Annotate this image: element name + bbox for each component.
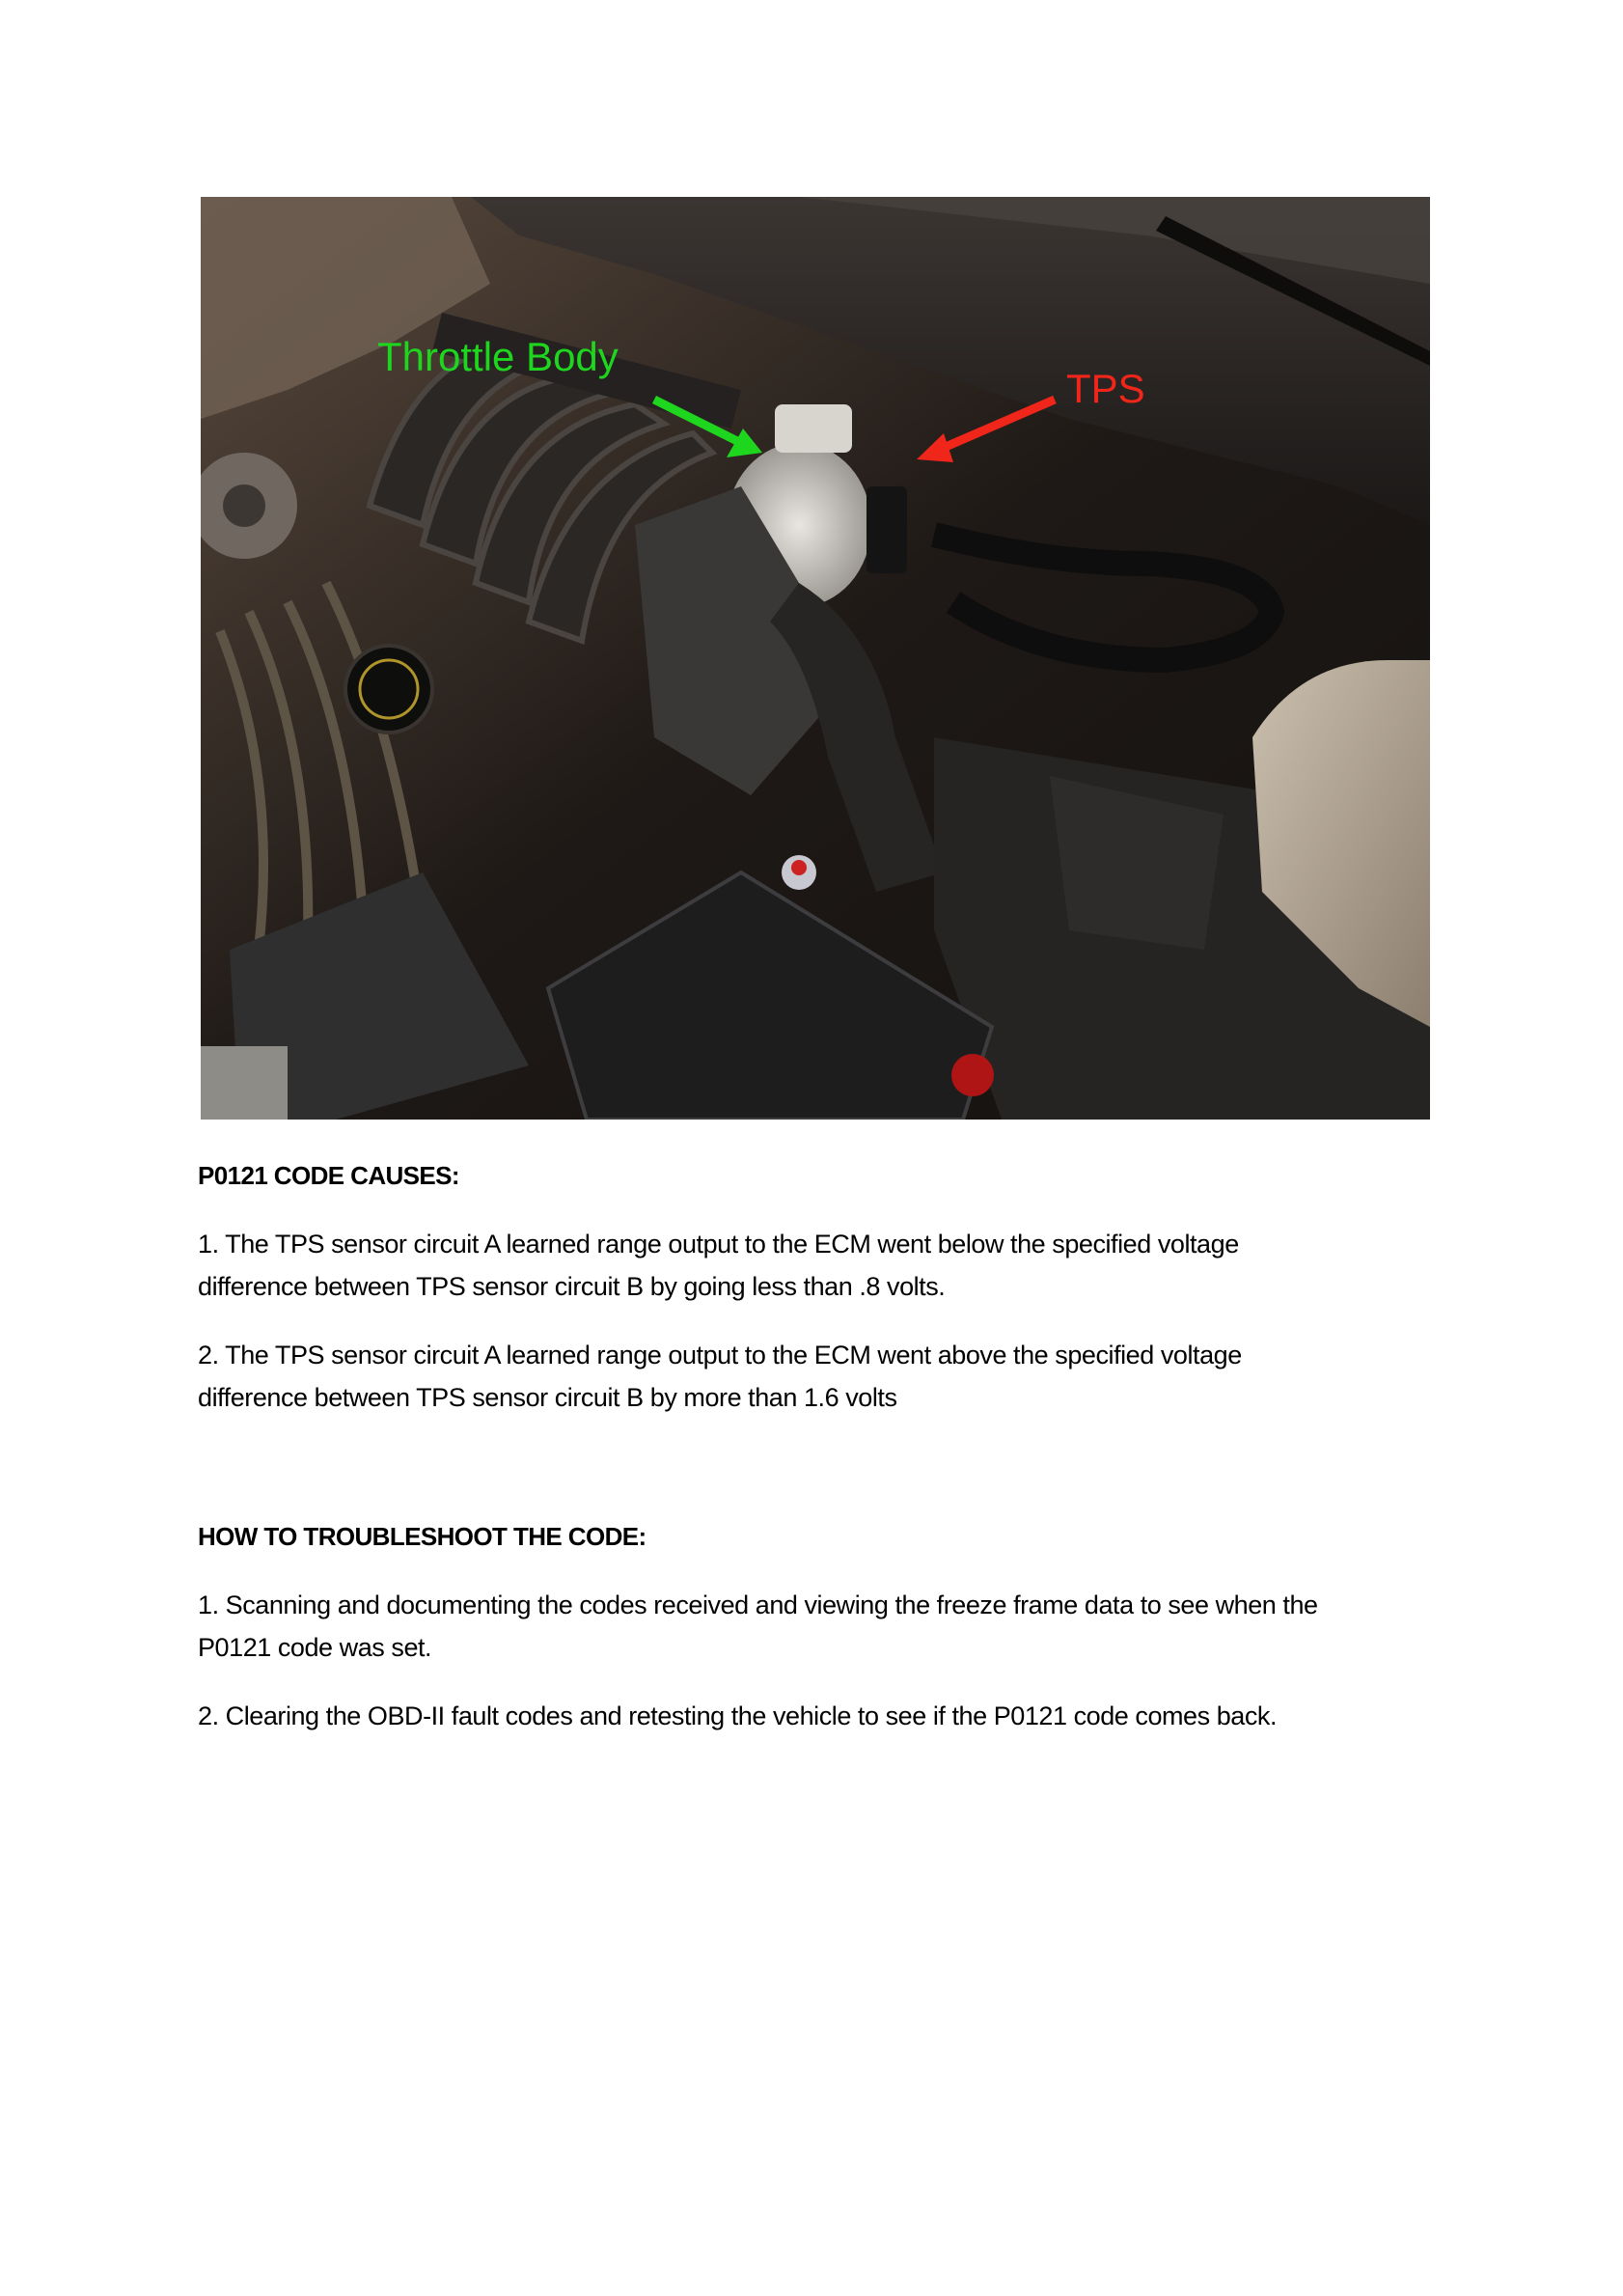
cause-item-1-line-2: difference between TPS sensor circuit B by going less than .8 volts. xyxy=(198,1272,946,1301)
troubleshoot-item-1-line-1: 1. Scanning and documenting the codes received and viewing the freeze frame data to see when the xyxy=(198,1591,1318,1619)
troubleshoot-item-1-line-2: P0121 code was set. xyxy=(198,1633,432,1662)
causes-heading: P0121 CODE CAUSES: xyxy=(198,1161,459,1190)
cause-item-1-line-1: 1. The TPS sensor circuit A learned range output to the ECM went below the specified voltage xyxy=(198,1230,1239,1259)
cause-item-2 xyxy=(198,1334,1452,1419)
troubleshoot-item-1 xyxy=(198,1584,1452,1669)
troubleshoot-item-2-line-1: 2. Clearing the OBD-II fault codes and retesting the vehicle to see if the P0121 code comes back. xyxy=(198,1701,1278,1730)
engine-bay-illustration xyxy=(201,197,1430,1120)
engine-bay-photo xyxy=(201,197,1430,1120)
annotation-tps: TPS xyxy=(1066,366,1145,411)
annotation-throttle-body: Throttle Body xyxy=(377,334,619,379)
troubleshoot-item-2 xyxy=(198,1695,1452,1737)
troubleshoot-heading: HOW TO TROUBLESHOOT THE CODE: xyxy=(198,1522,646,1551)
cause-item-1 xyxy=(198,1223,1452,1308)
document-body xyxy=(198,1154,1452,1737)
cause-item-2-line-1: 2. The TPS sensor circuit A learned range output to the ECM went above the specified voltage xyxy=(198,1341,1242,1369)
cause-item-2-line-2: difference between TPS sensor circuit B by more than 1.6 volts xyxy=(198,1383,897,1412)
